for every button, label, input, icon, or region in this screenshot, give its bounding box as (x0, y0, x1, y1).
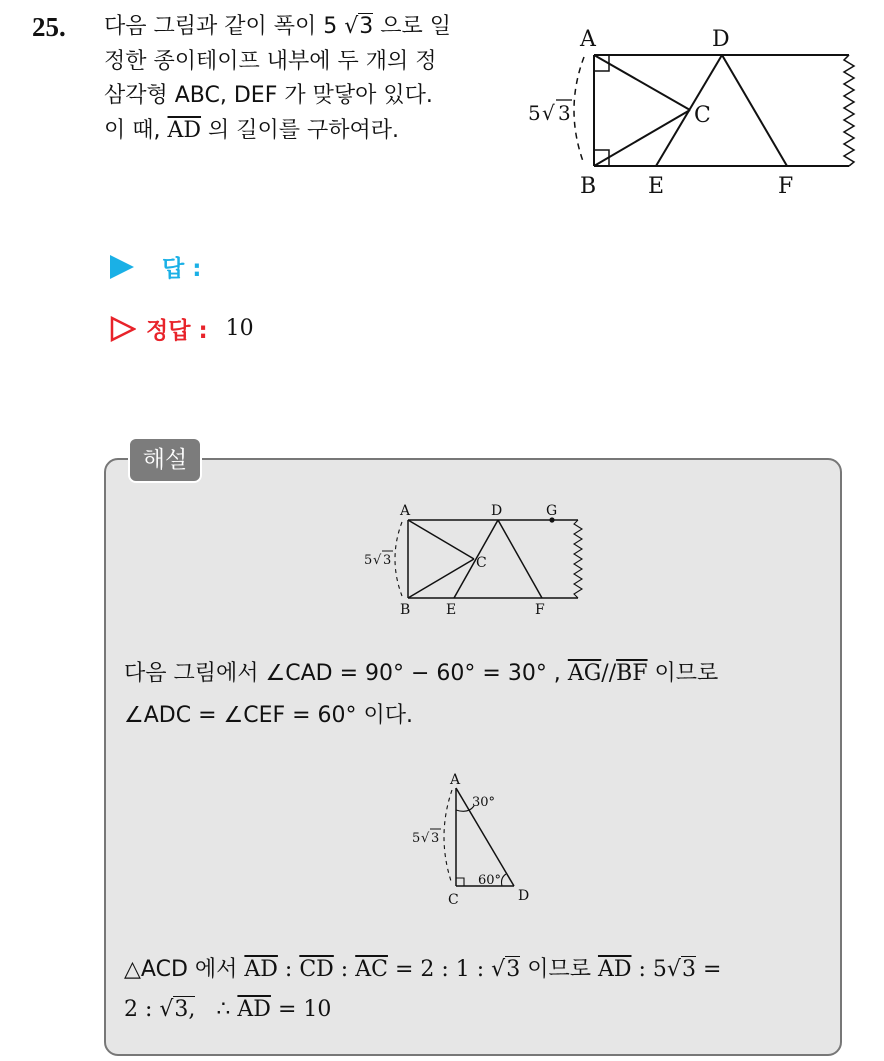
svg-text:3: 3 (431, 831, 440, 846)
label-side: 5 (528, 101, 541, 125)
outline-triangle-icon (110, 316, 136, 342)
label-A: A (580, 27, 596, 52)
explanation-figure-2 (408, 770, 548, 910)
fig2-label-A: A (400, 503, 411, 519)
explanation-line-4: 2 : √3, ∴ $\overline{AD} = 10$ (124, 997, 332, 1022)
answer-label: 답 : (162, 256, 202, 282)
label-C: C (694, 103, 711, 128)
label-B: B (580, 174, 597, 199)
fig2-label-C: C (476, 555, 487, 571)
fig2-label-D: D (491, 503, 503, 519)
fig3-angle-top: 30° (472, 795, 496, 810)
fig3-label-C: C (448, 892, 459, 908)
correct-answer-row (110, 312, 254, 345)
answer-triangle-icon (110, 255, 134, 279)
question-number: 25. (32, 12, 66, 42)
label-F: F (778, 174, 794, 199)
fig3-label-A: A (450, 772, 461, 788)
explanation-line-1: 다음 그림에서 ∠CAD = 90° − 60° = 30° , $\overline{AG}//\overline{BF}$ 이므로 (124, 661, 719, 686)
svg-text:√: √ (421, 831, 430, 846)
fig2-label-F: F (535, 602, 545, 618)
label-side-root: 3 (558, 101, 571, 125)
correct-value: 10 (225, 316, 254, 341)
question-line-3: 삼각형 ABC, DEF 가 맞닿아 있다. (104, 83, 433, 109)
question-line-4: 이 때, $\overline{AD}$ 의 길이를 구하여라. (104, 117, 400, 143)
fig2-label-G: G (546, 503, 558, 519)
question-text (104, 10, 504, 148)
label-E: E (648, 174, 665, 199)
fig2-label-B: B (400, 602, 411, 618)
question-line-2: 정한 종이테이프 내부에 두 개의 정 (104, 48, 437, 74)
svg-text:5: 5 (412, 831, 421, 846)
explanation-line-2: ∠ADC = ∠CEF = 60° 이다. (124, 703, 414, 728)
tape-figure (524, 26, 860, 206)
fig3-label-D: D (518, 888, 530, 904)
svg-text:√: √ (373, 553, 382, 568)
fig3-angle-bottom: 60° (478, 873, 502, 888)
fig2-label-E: E (446, 602, 457, 618)
question-line-1: 다음 그림과 같이 폭이 5 √3 으로 일 (104, 14, 452, 39)
correct-label: 정답 : (146, 318, 208, 344)
svg-text:3: 3 (383, 553, 392, 568)
svg-text:5: 5 (364, 553, 373, 568)
answer-row (110, 250, 201, 283)
explanation-tag: 해설 (128, 437, 202, 483)
explanation-figure-1 (360, 502, 590, 620)
svg-text:√: √ (542, 101, 555, 125)
explanation-line-3: △ACD 에서 $\overline{AD}$ : $\overline{CD}$ : $\overline{AC} = 2$ : 1 : √3 이므로 $\overline{AD}$ : 5√3 = (124, 957, 722, 982)
label-D: D (712, 27, 730, 52)
